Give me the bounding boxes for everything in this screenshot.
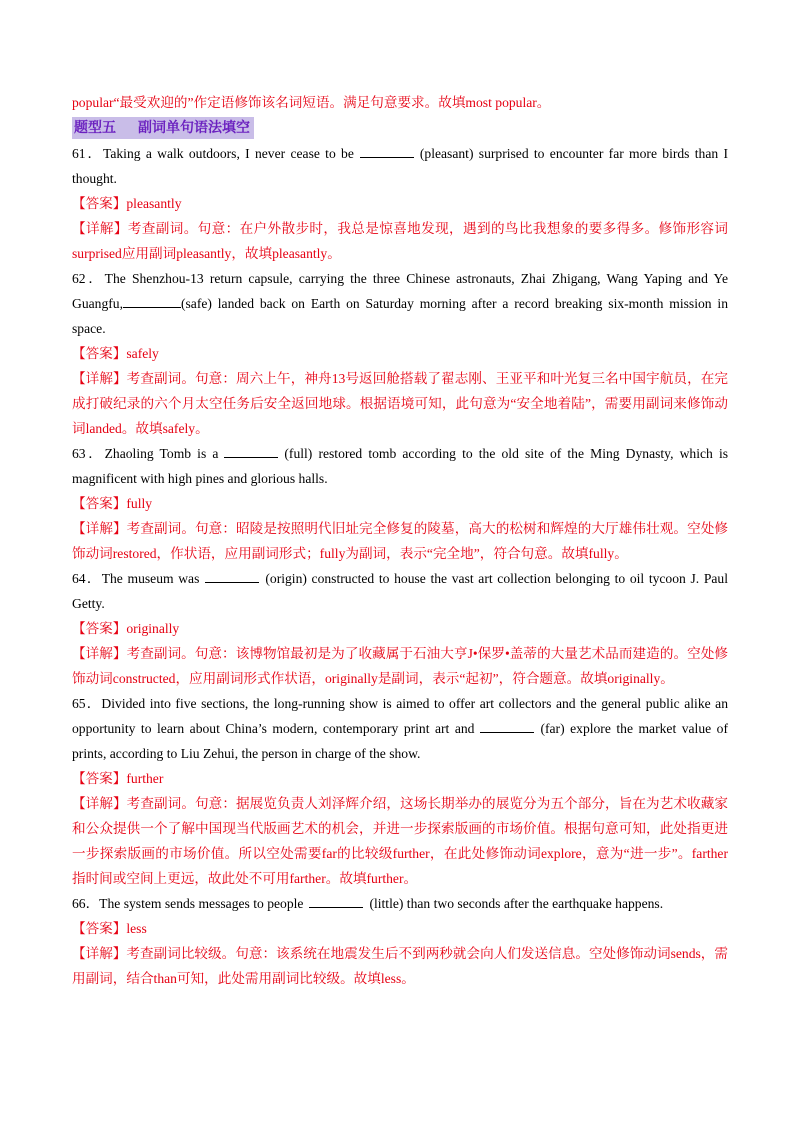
intro-text: popular“最受欢迎的”作定语修饰该名词短语。满足句意要求。故填most popular。 — [72, 95, 551, 110]
answer-61: 【答案】pleasantly — [72, 196, 182, 211]
answer-66: 【答案】less — [72, 921, 147, 936]
answer-blank — [480, 718, 534, 733]
question-64: 64．The museum was (origin) constructed to house the vast art collection belonging to oil tycoon J. Paul Getty. — [72, 566, 728, 616]
section-heading — [72, 117, 254, 139]
detail-63: 【详解】考查副词。句意：昭陵是按照明代旧址完全修复的陵墓，高大的松树和辉煌的大厅雄伟壮观。空处修饰动词restored，作状语，应用副词形式；fully为副词，表示“完全地”，符合句意。故填fully。 — [72, 521, 728, 561]
document-body — [72, 90, 728, 991]
answer-blank — [205, 568, 259, 583]
answer-blank — [360, 143, 414, 158]
answer-64: 【答案】originally — [72, 621, 180, 636]
section-heading-type: 题型五 — [74, 120, 116, 136]
question-66: 66．The system sends messages to people (little) than two seconds after the earthquake happens. — [72, 891, 728, 916]
question-65: 65．Divided into five sections, the long-running show is aimed to offer art collectors and the general public alike an opportunity to learn about China’s modern, contemporary print art and (far) explore the market value of prints, according to Liu Zehui, the person in charge of the show. — [72, 696, 728, 761]
detail-66: 【详解】考查副词比较级。句意：该系统在地震发生后不到两秒就会向人们发送信息。空处修饰动词sends，需用副词，结合than可知，此处需用副词比较级。故填less。 — [72, 946, 728, 986]
question-63: 63．Zhaoling Tomb is a (full) restored tomb according to the old site of the Ming Dynasty, which is magnificent with high pines and glorious halls. — [72, 441, 728, 491]
section-heading-title: 副词单句语法填空 — [138, 120, 250, 136]
question-61: 61．Taking a walk outdoors, I never cease to be (pleasant) surprised to encounter far more birds than I thought. — [72, 141, 728, 191]
detail-61: 【详解】考查副词。句意：在户外散步时，我总是惊喜地发现，遇到的鸟比我想象的要多得多。修饰形容词surprised应用副词pleasantly，故填pleasantly。 — [72, 221, 728, 261]
answer-65: 【答案】further — [72, 771, 164, 786]
answer-63: 【答案】fully — [72, 496, 153, 511]
detail-64: 【详解】考查副词。句意：该博物馆最初是为了收藏属于石油大亨J•保罗•盖蒂的大量艺术品而建造的。空处修饰动词constructed，应用副词形式作状语，originally是副词，表示“起初”，符合题意。故填originally。 — [72, 646, 728, 686]
answer-blank — [224, 443, 278, 458]
question-62: 62．The Shenzhou-13 return capsule, carrying the three Chinese astronauts, Zhai Zhigang, Wang Yaping and Ye Guangfu, (safe) landed back on Earth on Saturday morning after a record breaking six-month mission in space. — [72, 271, 728, 336]
answer-blank — [309, 893, 363, 908]
answer-62: 【答案】safely — [72, 346, 159, 361]
detail-65: 【详解】考查副词。句意：据展览负责人刘泽辉介绍，这场长期举办的展览分为五个部分，旨在为艺术收藏家和公众提供一个了解中国现当代版画艺术的机会，并进一步探索版画的市场价值。根据句意可知，此处指更进一步探索版画的市场价值。所以空处需要far的比较级further，在此处修饰动词explore，意为“进一步”。farther指时间或空间上更远，故此处不可用farther。故填further。 — [72, 796, 728, 886]
answer-blank — [123, 293, 181, 308]
detail-62: 【详解】考查副词。句意：周六上午，神舟13号返回舱搭载了翟志刚、王亚平和叶光复三名中国宇航员，在完成打破纪录的六个月太空任务后安全返回地球。根据语境可知，此句意为“安全地着陆”，需要用副词来修饰动词landed。故填safely。 — [72, 371, 728, 436]
